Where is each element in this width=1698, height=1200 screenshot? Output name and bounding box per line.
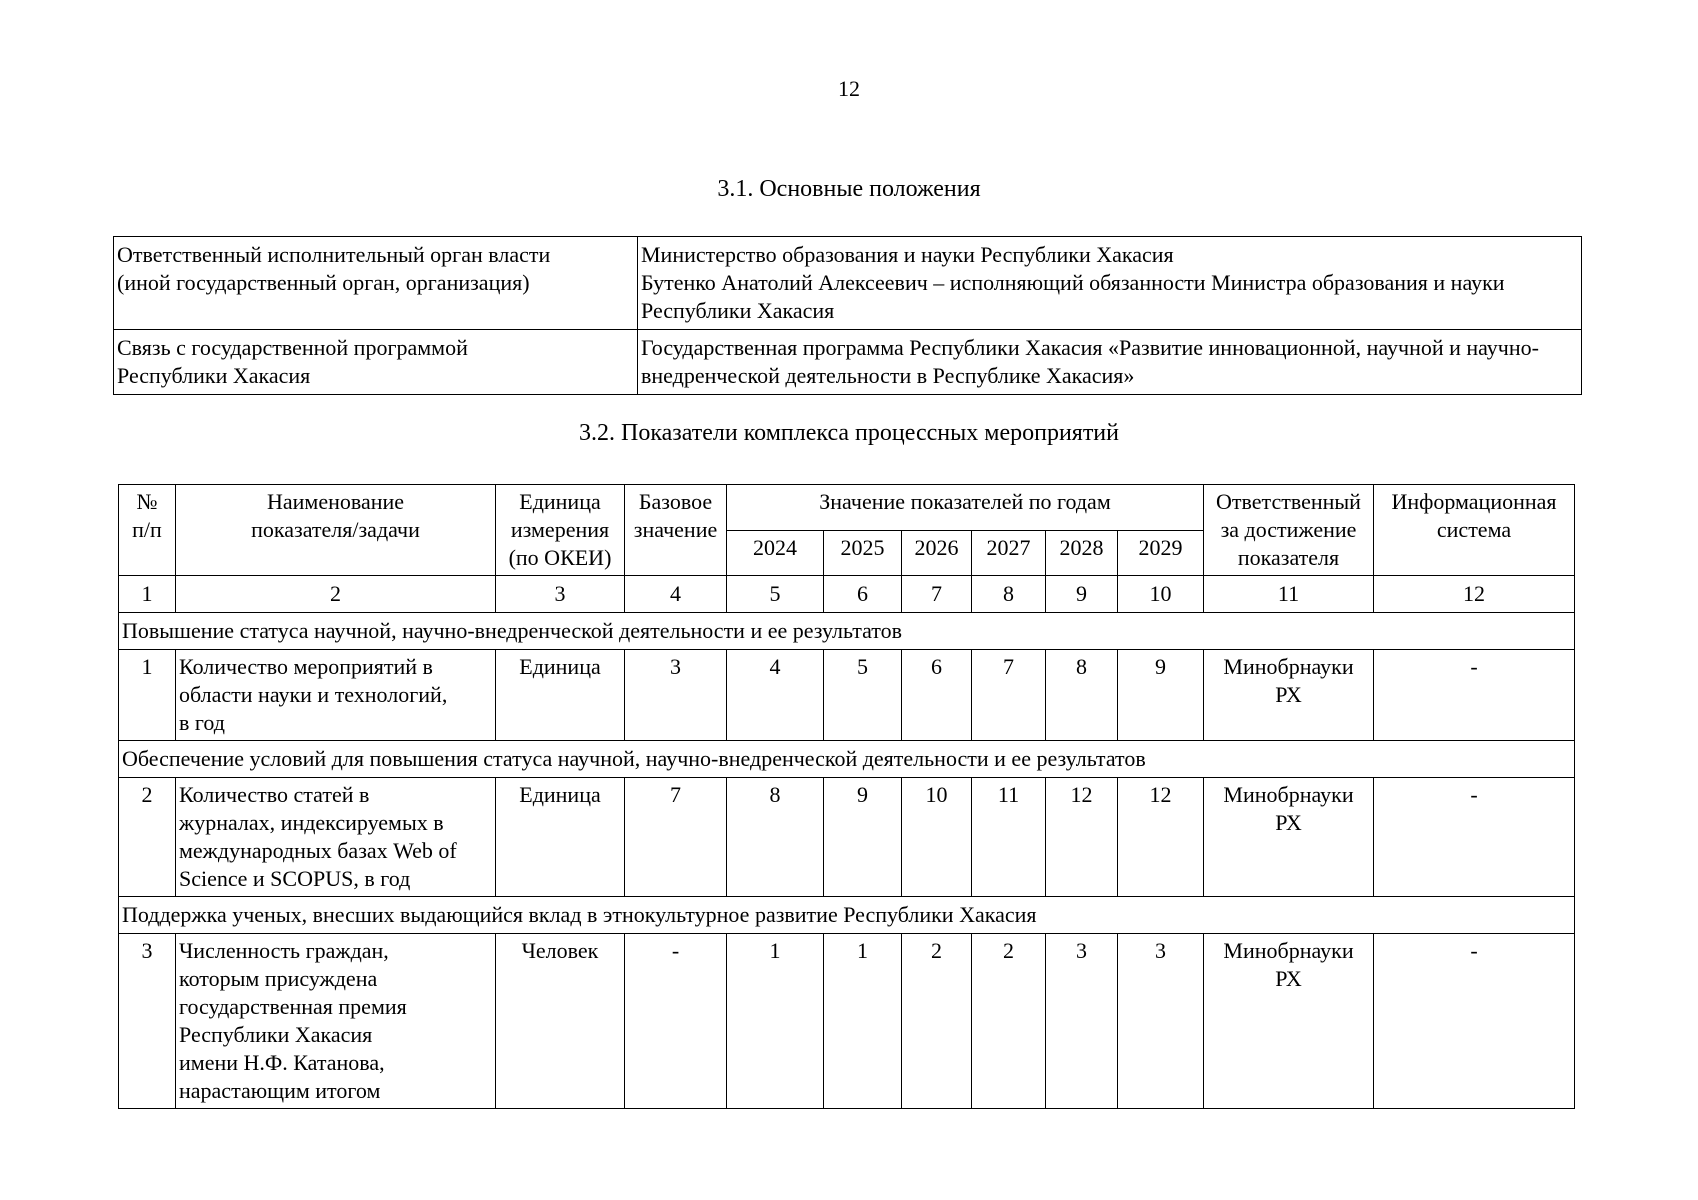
row-value: 9	[824, 778, 902, 897]
row-responsible: Минобрнауки РХ	[1204, 934, 1374, 1109]
row-value: 8	[727, 778, 824, 897]
group-title: Повышение статуса научной, научно-внедренческой деятельности и ее результатов	[119, 613, 1575, 650]
group-title: Поддержка ученых, внесших выдающийся вклад в этнокультурное развитие Республики Хакасия	[119, 897, 1575, 934]
table-row	[119, 650, 1575, 741]
column-number: 10	[1118, 576, 1204, 613]
header-num: № п/п	[119, 485, 176, 576]
header-unit: Единица измерения (по ОКЕИ)	[496, 485, 625, 576]
column-number: 1	[119, 576, 176, 613]
row-unit: Единица	[496, 650, 625, 741]
row-value: 1	[727, 934, 824, 1109]
row-value: 4	[727, 650, 824, 741]
row-value: 6	[902, 650, 972, 741]
row-value: 5	[824, 650, 902, 741]
header-years-group: Значение показателей по годам	[727, 485, 1204, 531]
row-value: 7	[972, 650, 1046, 741]
row-base: -	[625, 934, 727, 1109]
header-name: Наименование показателя/задачи	[176, 485, 496, 576]
header-system: Информационная система	[1374, 485, 1575, 576]
header-year: 2028	[1046, 530, 1118, 576]
page-number: 12	[838, 76, 860, 101]
column-number: 8	[972, 576, 1046, 613]
header-year: 2026	[902, 530, 972, 576]
group-title: Обеспечение условий для повышения статуса научной, научно-внедренческой деятельности и ее результатов	[119, 741, 1575, 778]
header-year: 2029	[1118, 530, 1204, 576]
group-row	[119, 897, 1575, 934]
table-row	[114, 330, 1582, 395]
column-number: 5	[727, 576, 824, 613]
row-system: -	[1374, 778, 1575, 897]
indicators-table	[118, 484, 1575, 1109]
row-base: 7	[625, 778, 727, 897]
header-responsible: Ответственный за достижение показателя	[1204, 485, 1374, 576]
row-value: 11	[972, 778, 1046, 897]
column-number: 4	[625, 576, 727, 613]
row-system: -	[1374, 650, 1575, 741]
column-number: 9	[1046, 576, 1118, 613]
row-name: Количество статей в журналах, индексируемых в международных базах Web of Science и SCOPUS, в год	[176, 778, 496, 897]
row-value: 1	[824, 934, 902, 1109]
table-row	[114, 237, 1582, 330]
column-number: 3	[496, 576, 625, 613]
row-value: 2	[972, 934, 1046, 1109]
section-title-indicators: 3.2. Показатели комплекса процессных мероприятий	[578, 420, 1119, 446]
header-row	[119, 485, 1575, 531]
column-numbers-row	[119, 576, 1575, 613]
header-year: 2025	[824, 530, 902, 576]
row-name: Численность граждан, которым присуждена государственная премия Республики Хакасия имени Н.Ф. Катанова, нарастающим итогом	[176, 934, 496, 1109]
row-num: 2	[119, 778, 176, 897]
row-value: 2	[902, 934, 972, 1109]
table-row	[119, 934, 1575, 1109]
row-value: 3	[1118, 934, 1204, 1109]
section-title-main-provisions: 3.1. Основные положения	[717, 176, 981, 202]
row-value: 9	[1118, 650, 1204, 741]
row-unit: Единица	[496, 778, 625, 897]
header-year: 2027	[972, 530, 1046, 576]
header-year: 2024	[727, 530, 824, 576]
row-value: 3	[1046, 934, 1118, 1109]
row-responsible: Минобрнауки РХ	[1204, 650, 1374, 741]
row-name: Количество мероприятий в области науки и технологий, в год	[176, 650, 496, 741]
group-row	[119, 613, 1575, 650]
row-system: -	[1374, 934, 1575, 1109]
row-responsible: Минобрнауки РХ	[1204, 778, 1374, 897]
table-row	[119, 778, 1575, 897]
column-number: 6	[824, 576, 902, 613]
row-num: 3	[119, 934, 176, 1109]
program-link-value: Государственная программа Республики Хакасия «Развитие инновационной, научной и научно-внедренческой деятельности в Республике Хакасия»	[638, 330, 1582, 395]
column-number: 11	[1204, 576, 1374, 613]
row-value: 12	[1046, 778, 1118, 897]
row-unit: Человек	[496, 934, 625, 1109]
column-number: 7	[902, 576, 972, 613]
row-value: 10	[902, 778, 972, 897]
program-link-label: Связь с государственной программой Республики Хакасия	[114, 330, 638, 395]
column-number: 12	[1374, 576, 1575, 613]
column-number: 2	[176, 576, 496, 613]
row-base: 3	[625, 650, 727, 741]
responsible-body-value: Министерство образования и науки Республики Хакасия Бутенко Анатолий Алексеевич – исполняющий обязанности Министра образования и науки Республики Хакасия	[638, 237, 1582, 330]
group-row	[119, 741, 1575, 778]
main-provisions-table	[113, 236, 1582, 395]
row-value: 12	[1118, 778, 1204, 897]
row-value: 8	[1046, 650, 1118, 741]
row-num: 1	[119, 650, 176, 741]
responsible-body-label: Ответственный исполнительный орган власти (иной государственный орган, организация)	[114, 237, 638, 330]
header-base: Базовое значение	[625, 485, 727, 576]
